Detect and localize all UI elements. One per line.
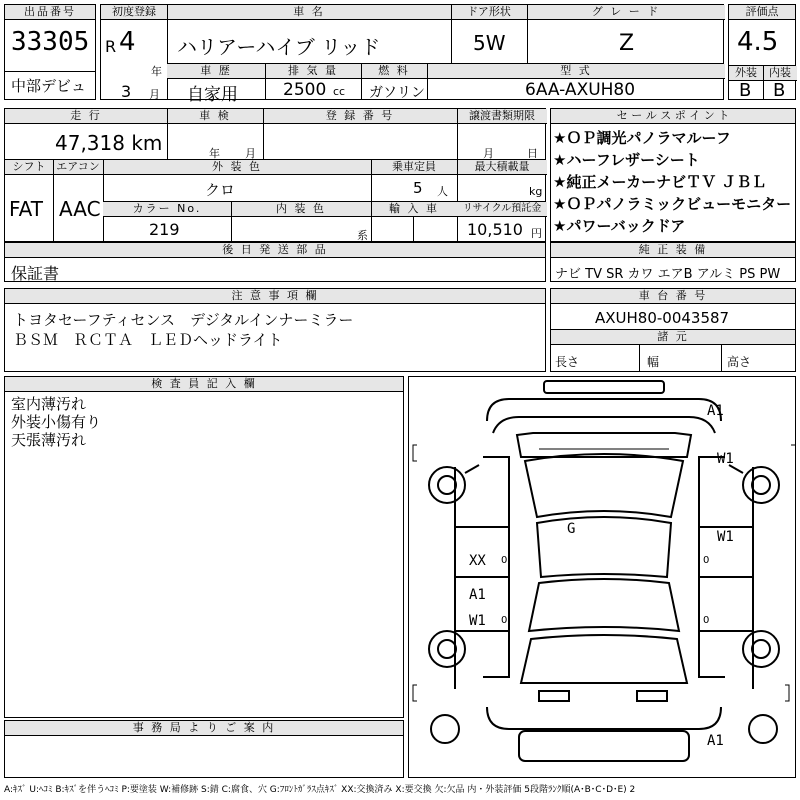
sales-points-list xyxy=(553,127,791,237)
sales-points-label: セ ー ル ス ポ イ ン ト xyxy=(551,109,795,124)
office-label: 事 務 局 よ り ご 案 内 xyxy=(5,721,403,736)
series-unit: 系 xyxy=(357,229,368,242)
reg-month: 3 xyxy=(121,82,132,101)
height-label: 高さ xyxy=(727,355,752,369)
aircon-value: AAC xyxy=(59,197,101,221)
sales-point-item: ★純正メーカーナビＴＶ ＪＢＬ xyxy=(553,173,767,191)
std-equip-label: 純 正 装 備 xyxy=(551,243,795,258)
chassis-label: 車 台 番 号 xyxy=(551,289,795,304)
score-value: 4.5 xyxy=(737,27,779,57)
std-equip-box xyxy=(550,242,796,282)
later-parts-box xyxy=(4,242,546,282)
sales-points-box xyxy=(550,108,796,242)
reg-year: 4 xyxy=(119,27,136,57)
inspector-note-line: 天張薄汚れ xyxy=(11,431,87,449)
model-label: 型 式 xyxy=(427,64,725,79)
mark-left-w1: W1 xyxy=(469,613,486,629)
inspector-notes xyxy=(11,395,101,449)
month-unit: 月 xyxy=(149,88,160,101)
sales-point-item: ★ＯＰパノラミックビューモニター xyxy=(553,195,792,213)
color-no-label: カラー No. xyxy=(103,202,231,217)
displacement-label: 排 気 量 xyxy=(265,64,361,79)
shift-label: シフト xyxy=(5,160,53,175)
shift-value: FAT xyxy=(9,197,44,221)
sales-point-item: ★ＯＰ調光パノラマルーフ xyxy=(553,129,731,147)
sales-point-item: ★パワーバックドア xyxy=(553,217,686,235)
legend-text: A:ｷｽﾞ U:ﾍｺﾐ B:ｷｽﾞを伴うﾍｺﾐ P:要塗装 W:補修跡 S:錆 C:腐食、穴 G:ﾌﾛﾝﾄｶﾞﾗｽ点ｷｽﾞ XX:交換済み X:要交換 欠:欠品 内・外装評価 5段階ﾗﾝｸ順(A･B･C･D･E) 2 xyxy=(4,785,636,795)
capacity-value: 5 xyxy=(413,179,423,197)
mark-zero-left-2: 0 xyxy=(501,615,508,626)
fuel-value: ガソリン xyxy=(369,85,425,101)
exterior-label: 外装 xyxy=(729,66,763,81)
mark-left-xx: XX xyxy=(469,553,486,569)
debut-label: 中部デビュ xyxy=(11,77,87,95)
lot-number: 33305 xyxy=(11,27,90,57)
history-value: 自家用 xyxy=(187,85,238,105)
score-label: 評価点 xyxy=(729,5,795,20)
displacement-value: 2500 xyxy=(283,80,327,100)
mark-front-a1: A1 xyxy=(707,403,724,419)
inspector-box xyxy=(4,376,404,718)
notes-line-2: ＢＳＭ ＲＣＴＡ ＬＥＤヘッドライト xyxy=(13,331,283,349)
exterior-grade: B xyxy=(739,80,752,101)
people-unit: 人 xyxy=(437,185,448,198)
capacity-label: 乗車定員 xyxy=(371,160,457,175)
inspector-note-line: 室内薄汚れ xyxy=(11,395,87,413)
model-value: 6AA-AXUH80 xyxy=(525,80,636,100)
mileage-value: 47,318 km xyxy=(55,131,163,155)
later-parts-value: 保証書 xyxy=(11,264,60,283)
recycle-value: 10,510 xyxy=(467,220,523,239)
mark-zero-right-1: 0 xyxy=(703,555,710,566)
inspection-label: 車 検 xyxy=(167,109,263,124)
reg-no-label: 登 録 番 号 xyxy=(263,109,457,124)
door-type: 5W xyxy=(473,31,506,55)
inspector-note-line: 外装小傷有り xyxy=(11,413,102,431)
fuel-label: 燃 料 xyxy=(361,64,427,79)
interior-grade: B xyxy=(773,80,786,101)
color-no-value: 219 xyxy=(149,220,180,239)
car-diagram xyxy=(409,377,795,777)
mark-roof-g: G xyxy=(567,521,576,537)
office-box xyxy=(4,720,404,778)
door-label: ドア形状 xyxy=(451,5,527,20)
history-label: 車 歴 xyxy=(167,64,265,79)
car-diagram-box xyxy=(408,376,796,778)
notes-box xyxy=(4,288,546,372)
int-color-label: 内 装 色 xyxy=(231,202,371,217)
std-equip-value: ナビ TV SR カワ エアB アルミ PS PW xyxy=(555,267,781,282)
aircon-label: エアコン xyxy=(53,160,103,175)
sales-point-item: ★ハーフレザーシート xyxy=(553,151,700,169)
grade-value: Z xyxy=(619,31,635,56)
mileage-label: 走 行 xyxy=(5,109,167,124)
width-label: 幅 xyxy=(647,355,660,369)
mark-left-a1: A1 xyxy=(469,587,486,603)
mark-right-mid-w1: W1 xyxy=(717,529,734,545)
cc-unit: cc xyxy=(333,85,346,98)
mark-zero-left-1: 0 xyxy=(501,555,508,566)
car-name: ハリアーハイブ リッド xyxy=(177,35,381,59)
inspection-year-unit: 年 xyxy=(209,147,220,160)
first-reg-label: 初度登録 xyxy=(101,5,167,20)
mark-right-front-w1: W1 xyxy=(717,451,734,467)
notes-line-1: トヨタセーフティセンス デジタルインナーミラー xyxy=(13,311,354,329)
notes-label: 注 意 事 項 欄 xyxy=(5,289,545,304)
inspection-month-unit: 月 xyxy=(245,147,256,160)
dimensions-label: 諸 元 xyxy=(551,330,795,345)
ext-color-label: 外 装 色 xyxy=(103,160,371,175)
lot-number-label: 出品番号 xyxy=(5,5,95,20)
interior-label: 内装 xyxy=(763,66,797,81)
chassis-value: AXUH80-0043587 xyxy=(595,309,730,327)
details-box xyxy=(4,108,546,242)
import-label: 輸 入 車 xyxy=(371,202,457,217)
transfer-label: 譲渡書類期限 xyxy=(457,109,547,124)
kg-unit: kg xyxy=(529,185,543,198)
score-box xyxy=(728,4,796,100)
era-label: R xyxy=(105,37,117,56)
yen-unit: 円 xyxy=(531,227,542,240)
transfer-month-unit: 月 xyxy=(483,147,494,160)
inspector-label: 検 査 員 記 入 欄 xyxy=(5,377,403,392)
mark-zero-right-2: 0 xyxy=(703,615,710,626)
grade-label: グ レ ー ド xyxy=(527,5,725,20)
vehicle-info-box xyxy=(100,4,724,105)
mark-rear-a1: A1 xyxy=(707,733,724,749)
chassis-box xyxy=(550,288,796,372)
max-load-label: 最大積載量 xyxy=(457,160,547,175)
year-unit: 年 xyxy=(151,65,162,78)
car-name-label: 車 名 xyxy=(167,5,451,20)
lot-number-box xyxy=(4,4,96,100)
recycle-label: リサイクル預託金 xyxy=(457,202,547,217)
transfer-day-unit: 日 xyxy=(527,147,538,160)
length-label: 長さ xyxy=(555,355,580,369)
ext-color-value: クロ xyxy=(205,181,236,199)
later-parts-label: 後 日 発 送 部 品 xyxy=(5,243,545,258)
